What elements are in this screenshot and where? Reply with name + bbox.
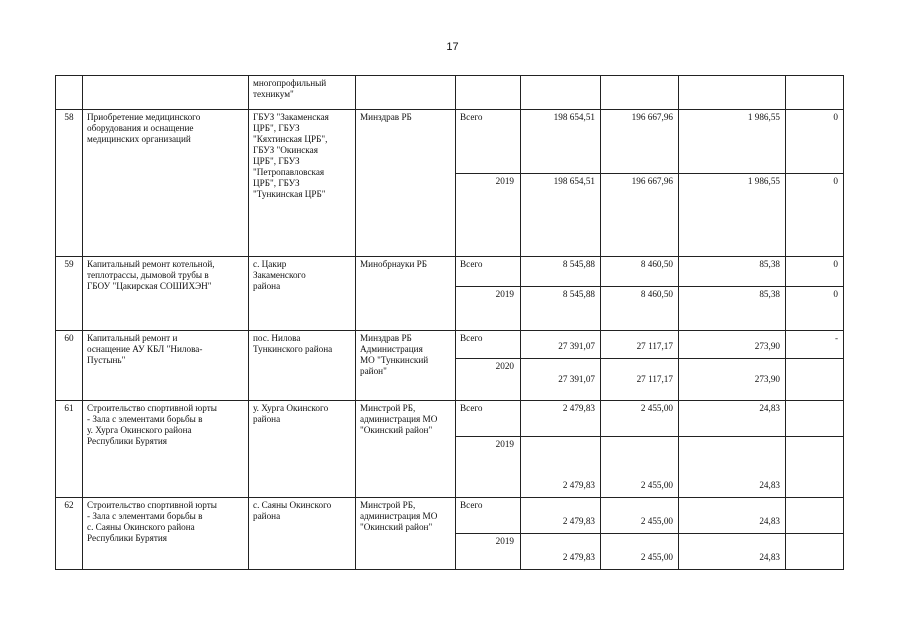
amount-federal: 8 460,50 [601,257,679,287]
amount-total: 2 479,83 [521,534,601,570]
amount-total: 8 545,88 [521,257,601,287]
amount-regional: 24,83 [679,534,786,570]
amount-total: 27 391,07 [521,359,601,401]
amount-total: 2 479,83 [521,437,601,498]
amount-local [786,76,844,110]
funding-table [55,75,844,570]
amount-regional: 273,90 [679,331,786,359]
event-name: Приобретение медицинского оборудования и оснащение медицинских организаций [83,110,249,257]
amount-local: 0 [786,257,844,287]
amount-federal: 2 455,00 [601,498,679,534]
amount-local [786,401,844,437]
amount-regional: 85,38 [679,257,786,287]
amount-total: 198 654,51 [521,110,601,174]
amount-local: 0 [786,287,844,331]
amount-regional: 24,83 [679,437,786,498]
location-executor: с. Саяны Окинского района [249,498,356,570]
amount-local: 0 [786,174,844,257]
ministry: Минздрав РБ Администрация МО "Тункинский район" [356,331,456,401]
table-row [56,331,844,359]
row-number: 60 [56,331,83,401]
amount-regional [679,76,786,110]
amount-federal: 2 455,00 [601,437,679,498]
amount-regional: 1 986,55 [679,174,786,257]
amount-local [786,437,844,498]
amount-regional: 273,90 [679,359,786,401]
period-total: Всего [456,331,521,359]
amount-regional: 85,38 [679,287,786,331]
ministry: Минстрой РБ, администрация МО "Окинский район" [356,401,456,498]
row-number: 59 [56,257,83,331]
amount-federal: 196 667,96 [601,110,679,174]
location-executor: пос. Нилова Тункинского района [249,331,356,401]
amount-federal: 27 117,17 [601,359,679,401]
location-executor: с. Цакир Закаменского района [249,257,356,331]
amount-total: 27 391,07 [521,331,601,359]
amount-federal: 27 117,17 [601,331,679,359]
amount-federal: 196 667,96 [601,174,679,257]
row-number [56,76,83,110]
amount-federal: 2 455,00 [601,534,679,570]
location-executor: многопрофильный техникум" [249,76,356,110]
amount-regional: 1 986,55 [679,110,786,174]
event-name: Капитальный ремонт котельной, теплотрассы, дымовой трубы в ГБОУ "Цакирская СОШИХЭН" [83,257,249,331]
row-number: 61 [56,401,83,498]
amount-total: 2 479,83 [521,498,601,534]
table-row [56,498,844,534]
amount-total: 8 545,88 [521,287,601,331]
amount-total [521,76,601,110]
period-year: 2019 [456,287,521,331]
period-total: Всего [456,257,521,287]
continuation-row [56,76,844,110]
period-year: 2020 [456,359,521,401]
amount-local [786,359,844,401]
amount-federal: 2 455,00 [601,401,679,437]
table-row [56,401,844,437]
period [456,76,521,110]
event-name: Строительство спортивной юрты - Зала с элементами борьбы в с. Саяны Окинского района Республики Бурятия [83,498,249,570]
period-total: Всего [456,401,521,437]
amount-regional: 24,83 [679,498,786,534]
ministry [356,76,456,110]
amount-total: 198 654,51 [521,174,601,257]
amount-local: 0 [786,110,844,174]
ministry: Минздрав РБ [356,110,456,257]
period-year: 2019 [456,437,521,498]
period-year: 2019 [456,174,521,257]
event-name: Капитальный ремонт и оснащение АУ КБЛ "Нилова- Пустынь" [83,331,249,401]
row-number: 58 [56,110,83,257]
ministry: Минстрой РБ, администрация МО "Окинский район" [356,498,456,570]
amount-local [786,498,844,534]
period-total: Всего [456,498,521,534]
ministry: Минобрнауки РБ [356,257,456,331]
table-row [56,257,844,287]
location-executor: ГБУЗ "Закаменская ЦРБ", ГБУЗ "Кяхтинская ЦРБ", ГБУЗ "Окинская ЦРБ", ГБУЗ "Петропавловская ЦРБ", ГБУЗ "Тункинская ЦРБ" [249,110,356,257]
event-name [83,76,249,110]
amount-local [786,534,844,570]
amount-total: 2 479,83 [521,401,601,437]
amount-federal: 8 460,50 [601,287,679,331]
period-year: 2019 [456,534,521,570]
amount-federal [601,76,679,110]
row-number: 62 [56,498,83,570]
table-row [56,110,844,174]
period-total: Всего [456,110,521,174]
event-name: Строительство спортивной юрты - Зала с элементами борьбы в у. Хурга Окинского района Республики Бурятия [83,401,249,498]
amount-local: - [786,331,844,359]
amount-regional: 24,83 [679,401,786,437]
page-number: 17 [446,41,459,53]
location-executor: у. Хурга Окинского района [249,401,356,498]
